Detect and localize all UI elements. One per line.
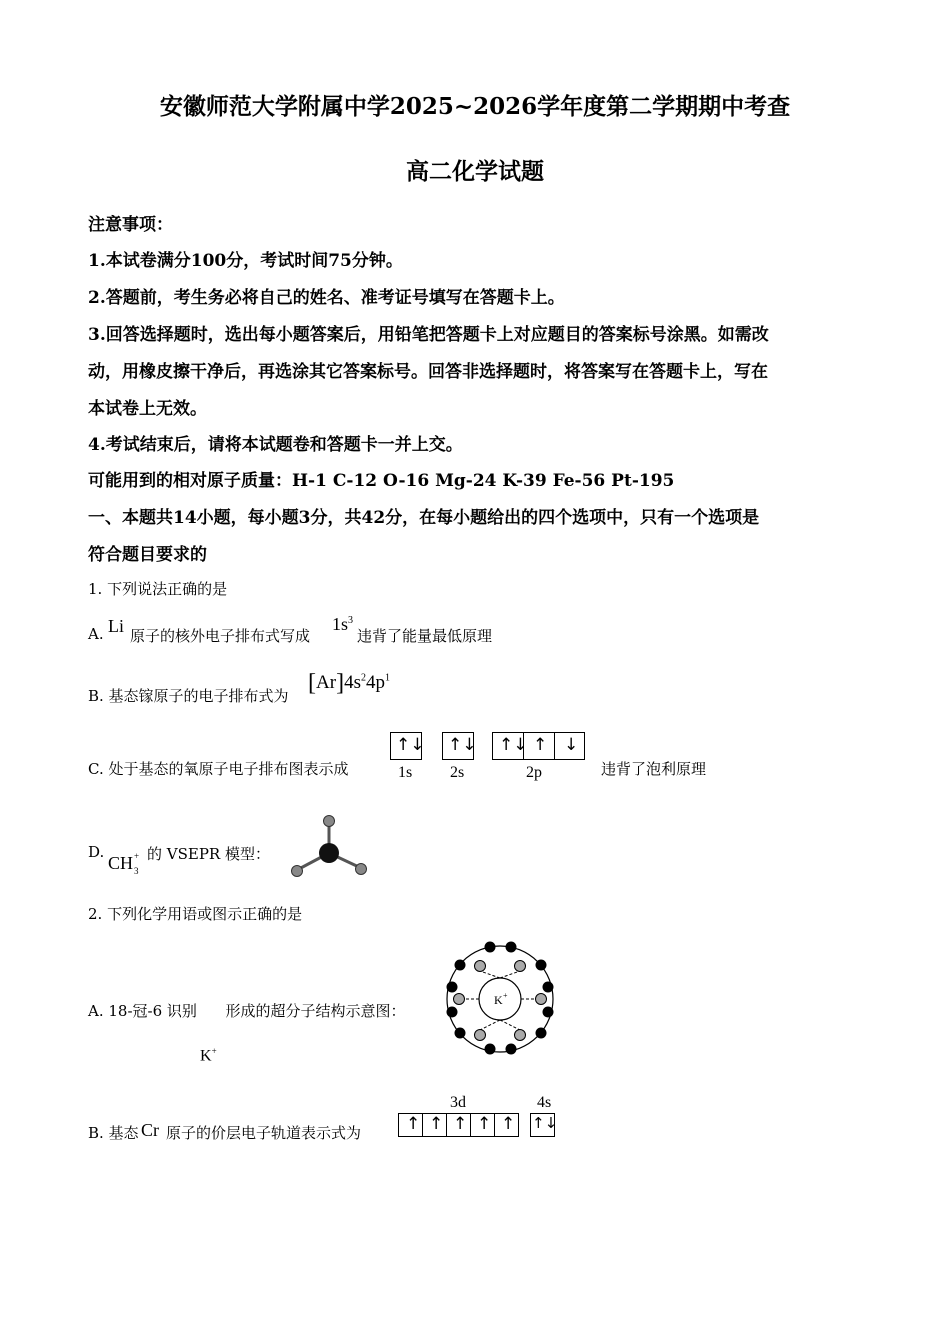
q2-option-b-suffix: 原子的价层电子轨道表示式为 [166, 1124, 362, 1142]
q2-stem: 2. 下列化学用语或图示正确的是 [88, 905, 303, 923]
q1-option-b-text: B. 基态镓原子的电子排布式为 [88, 687, 289, 705]
orbital-label-3d: 3d [450, 1094, 466, 1111]
arrow-pair-icon: ↑↓ [448, 735, 477, 755]
arrow-up-icon: ↑ [429, 1114, 444, 1134]
q1-option-d-formula: CH + 3 [108, 851, 140, 876]
q1-option-d-label: D. [88, 843, 105, 861]
arrow-up-icon: ↑ [501, 1114, 516, 1134]
exam-title-line2: 高二化学试题 [406, 158, 544, 185]
orbital-box-4s [530, 1113, 558, 1137]
exam-title-line1: 安徽师范大学附属中学2025~2026学年度第二学期期中考查 [159, 93, 791, 120]
arrow-up-icon: ↑ [453, 1114, 468, 1134]
arrow-up-icon: ↑ [406, 1114, 421, 1134]
k-ion-label: K [494, 993, 503, 1007]
q1-option-a-symbol: Li [108, 616, 124, 636]
q2-option-b-symbol: Cr [141, 1120, 159, 1140]
orbital-box-2s [442, 732, 477, 760]
notes-item-4: 4.考试结束后，请将本试题卷和答题卡一并上交。 [88, 435, 463, 455]
orbital-box-3d [398, 1113, 519, 1137]
vsepr-trigonal-planar-model [284, 812, 374, 882]
notes-heading: 注意事项： [88, 215, 173, 235]
q2-option-a-text: A. 18-冠-6 识别 形成的超分子结构示意图： [88, 1002, 406, 1020]
orbital-label-4s: 4s [537, 1094, 552, 1111]
q1-option-b-config: $[Ar]4s^24p^1$ [308, 670, 390, 696]
q1-option-a-text: 原子的核外电子排布式写成 [130, 627, 311, 645]
orbital-label-1s: 1s [398, 764, 413, 781]
orbital-label-2s: 2s [450, 764, 465, 781]
orbital-box-2p [492, 732, 585, 760]
crown-ether-k-complex-diagram [440, 938, 560, 1058]
q1-option-a-label: A. [88, 625, 104, 643]
arrow-up-icon: ↑ [477, 1114, 492, 1134]
notes-item-2: 2.答题前，考生务必将自己的姓名、准考证号填写在答题卡上。 [88, 288, 565, 308]
k-ion-charge: + [503, 991, 508, 1000]
q1-option-d-text: 的 VSEPR 模型： [147, 845, 270, 863]
q2-option-b-prefix: B. 基态 [88, 1124, 139, 1142]
q1-option-a-suffix: 违背了能量最低原理 [357, 627, 493, 645]
arrow-pair-icon: ↑↓ [532, 1114, 558, 1132]
notes-item-3-line3: 本试卷上无效。 [88, 399, 207, 419]
orbital-label-2p: 2p [526, 764, 542, 781]
arrow-pair-icon: ↑↓ [396, 735, 425, 755]
atomic-masses: 可能用到的相对原子质量：H-1 C-12 O-16 Mg-24 K-39 Fe-56 Pt-195 [88, 471, 675, 491]
notes-item-1: 1.本试卷满分100分，考试时间75分钟。 [88, 251, 403, 271]
arrow-up-icon: ↑ [533, 735, 548, 755]
orbital-box-1s [390, 732, 425, 760]
q2-option-a-ion: K+ [200, 1046, 217, 1065]
section1-heading-line1: 一、本题共14小题，每小题3分，共42分，在每小题给出的四个选项中，只有一个选项是 [88, 508, 760, 528]
arrow-down-icon: ↓ [564, 735, 579, 755]
q1-option-a-config: $1s^3$ [332, 614, 354, 634]
section1-heading-line2: 符合题目要求的 [88, 545, 207, 565]
q1-option-c-text: C. 处于基态的氧原子电子排布图表示成 [88, 760, 349, 778]
arrow-pair-icon: ↑↓ [499, 735, 528, 755]
notes-item-3-line2: 动，用橡皮擦干净后，再选涂其它答案标号。回答非选择题时，将答案写在答题卡上，写在 [88, 362, 768, 382]
q1-stem: 1. 下列说法正确的是 [88, 580, 228, 598]
q1-option-c-suffix: 违背了泡利原理 [601, 760, 707, 778]
notes-item-3-line1: 3.回答选择题时，选出每小题答案后，用铅笔把答题卡上对应题目的答案标号涂黑。如需改 [88, 325, 769, 345]
